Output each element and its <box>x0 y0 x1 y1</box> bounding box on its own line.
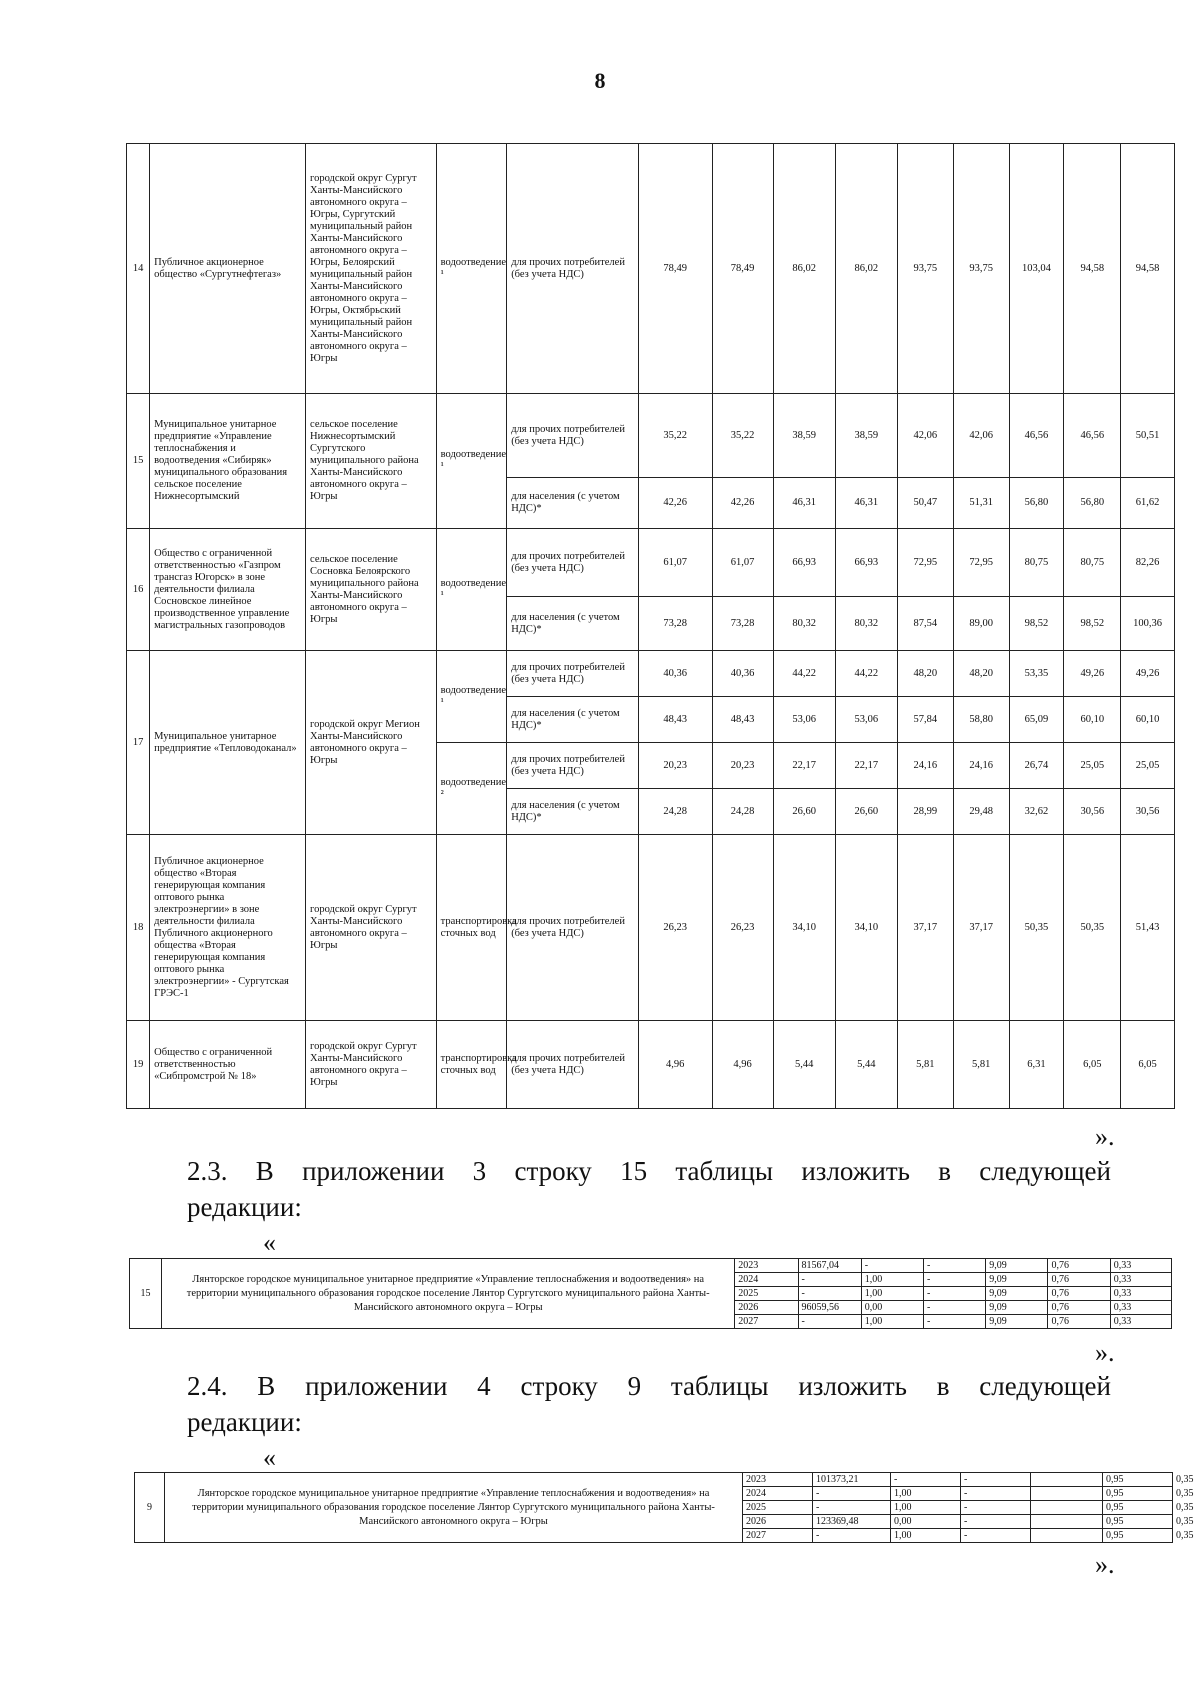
value-cell: 0,95 <box>1103 1473 1173 1487</box>
value-cell: - <box>924 1315 986 1329</box>
tariff-value: 44,22 <box>773 651 835 697</box>
consumer-category: для прочих потребителей (без учета НДС) <box>507 1021 639 1109</box>
consumer-category: для населения (с учетом НДС)* <box>507 789 639 835</box>
table-row <box>127 144 1175 394</box>
value-cell: 0,95 <box>1103 1487 1173 1501</box>
row-number: 18 <box>127 835 150 1021</box>
tariff-value: 80,75 <box>1009 529 1064 597</box>
row-number: 15 <box>127 394 150 529</box>
organization-description: Лянторское городское муниципальное унитарное предприятие «Управление теплоснабжения и водоотведения» на территории муниципального образования городское поселение Лянтор Сургутского муниципального района Ханты-Мансийского автономного округа – Югры <box>162 1259 735 1329</box>
row-number: 19 <box>127 1021 150 1109</box>
value-cell: - <box>798 1315 861 1329</box>
value-cell: 123369,48 <box>813 1515 891 1529</box>
tariff-value: 93,75 <box>897 144 953 394</box>
value-cell: 0,33 <box>1110 1315 1171 1329</box>
table-2-3 <box>129 1258 1172 1329</box>
tariff-value: 72,95 <box>953 529 1009 597</box>
consumer-category: для прочих потребителей (без учета НДС) <box>507 743 639 789</box>
year-cell: 2024 <box>743 1487 813 1501</box>
value-cell: 0,33 <box>1110 1287 1171 1301</box>
table-row: 2026 123369,48 0,00 - 0,95 0,35 <box>135 1515 1173 1529</box>
consumer-category: для прочих потребителей (без учета НДС) <box>507 529 639 597</box>
table-2-4 <box>134 1472 1194 1543</box>
tariff-value: 72,95 <box>897 529 953 597</box>
year-cell: 2024 <box>735 1273 798 1287</box>
tariff-value: 4,96 <box>712 1021 773 1109</box>
empty-cell <box>1031 1487 1103 1501</box>
value-cell: - <box>813 1487 891 1501</box>
table-row: 9 Лянторское городское муниципальное унитарное предприятие «Управление теплоснабжения и водоотведения» на территории муниципального образования городское поселение Лянтор Сургутского муниципального района Ханты-Мансийского автономного округа – Югры 2023 101373,21 - - 0,95 0,35 <box>135 1473 1173 1487</box>
value-cell: - <box>924 1301 986 1315</box>
value-cell: 1,00 <box>861 1287 923 1301</box>
opening-quote-2: « <box>263 1443 276 1472</box>
tariff-value: 73,28 <box>638 597 712 651</box>
tariff-value: 42,06 <box>953 394 1009 478</box>
tariff-value: 22,17 <box>835 743 897 789</box>
value-cell: - <box>961 1487 1031 1501</box>
tariff-value: 30,56 <box>1064 789 1121 835</box>
service-type: транспортировка сточных вод <box>436 1021 507 1109</box>
tariff-value: 89,00 <box>953 597 1009 651</box>
tariff-value: 50,35 <box>1064 835 1121 1021</box>
tariff-value: 93,75 <box>953 144 1009 394</box>
value-cell: 9,09 <box>986 1259 1048 1273</box>
tariff-value: 73,28 <box>712 597 773 651</box>
value-cell: - <box>961 1515 1031 1529</box>
paragraph-2-3 <box>187 1153 1111 1189</box>
tariff-value: 40,36 <box>638 651 712 697</box>
tariff-value: 56,80 <box>1064 478 1121 529</box>
tariff-value: 26,23 <box>638 835 712 1021</box>
row-number: 17 <box>127 651 150 835</box>
value-cell: 0,95 <box>1103 1501 1173 1515</box>
year-cell: 2026 <box>735 1301 798 1315</box>
tariff-value: 46,56 <box>1064 394 1121 478</box>
closing-quote-3: ». <box>1095 1550 1115 1579</box>
value-cell: 0,95 <box>1103 1529 1173 1543</box>
closing-quote: ». <box>1095 1122 1115 1151</box>
year-cell: 2025 <box>743 1501 813 1515</box>
year-cell: 2023 <box>743 1473 813 1487</box>
value-cell: - <box>798 1287 861 1301</box>
tariff-value: 49,26 <box>1121 651 1175 697</box>
tariff-value: 103,04 <box>1009 144 1064 394</box>
tariff-value: 53,06 <box>835 697 897 743</box>
territory: сельское поселение Сосновка Белоярского муниципального района Ханты-Мансийского автономного округа – Югры <box>306 529 437 651</box>
tariff-value: 51,31 <box>953 478 1009 529</box>
tariff-value: 20,23 <box>712 743 773 789</box>
tariff-value: 34,10 <box>835 835 897 1021</box>
tariff-value: 66,93 <box>773 529 835 597</box>
row-number: 14 <box>127 144 150 394</box>
consumer-category: для населения (с учетом НДС)* <box>507 478 639 529</box>
tariff-value: 6,05 <box>1064 1021 1121 1109</box>
year-cell: 2027 <box>735 1315 798 1329</box>
service-type: водоотведение ¹ <box>436 529 507 651</box>
tariff-value: 26,23 <box>712 835 773 1021</box>
paragraph-2-3-line2: редакции: <box>187 1192 302 1222</box>
tariff-value: 37,17 <box>897 835 953 1021</box>
empty-cell <box>1031 1501 1103 1515</box>
tariff-value: 94,58 <box>1064 144 1121 394</box>
tariff-value: 46,56 <box>1009 394 1064 478</box>
tariff-value: 56,80 <box>1009 478 1064 529</box>
organization-name: Публичное акционерное общество «Сургутнефтегаз» <box>150 144 306 394</box>
value-cell: 81567,04 <box>798 1259 861 1273</box>
value-cell: 9,09 <box>986 1315 1048 1329</box>
value-cell: - <box>961 1501 1031 1515</box>
organization-name: Общество с ограниченной ответственностью «Сибпромстрой № 18» <box>150 1021 306 1109</box>
empty-cell <box>1031 1473 1103 1487</box>
tariff-value: 5,81 <box>897 1021 953 1109</box>
tariff-table <box>126 143 1175 1109</box>
year-cell: 2023 <box>735 1259 798 1273</box>
consumer-category: для прочих потребителей (без учета НДС) <box>507 651 639 697</box>
tariff-value: 25,05 <box>1121 743 1175 789</box>
tariff-value: 42,26 <box>638 478 712 529</box>
value-cell: - <box>813 1501 891 1515</box>
opening-quote: « <box>263 1228 276 1257</box>
tariff-value: 46,31 <box>835 478 897 529</box>
tariff-value: 86,02 <box>835 144 897 394</box>
tariff-value: 4,96 <box>638 1021 712 1109</box>
service-type: водоотведение ¹ <box>436 144 507 394</box>
tariff-value: 78,49 <box>712 144 773 394</box>
tariff-value: 48,20 <box>897 651 953 697</box>
tariff-value: 65,09 <box>1009 697 1064 743</box>
tariff-value: 24,28 <box>638 789 712 835</box>
year-cell: 2027 <box>743 1529 813 1543</box>
organization-name: Муниципальное унитарное предприятие «Управление теплоснабжения и водоотведения «Сибиряк» муниципального образования сельское поселение Нижнесортымский <box>150 394 306 529</box>
page-number: 8 <box>594 68 606 93</box>
tariff-value: 60,10 <box>1121 697 1175 743</box>
tariff-value: 48,43 <box>712 697 773 743</box>
tariff-value: 50,47 <box>897 478 953 529</box>
tariff-value: 29,48 <box>953 789 1009 835</box>
tariff-value: 61,62 <box>1121 478 1175 529</box>
tariff-value: 5,81 <box>953 1021 1009 1109</box>
closing-quote-2: ». <box>1095 1338 1115 1367</box>
value-cell: 0,00 <box>891 1515 961 1529</box>
tariff-value: 80,32 <box>835 597 897 651</box>
tariff-value: 50,35 <box>1009 835 1064 1021</box>
tariff-value: 37,17 <box>953 835 1009 1021</box>
organization-name: Муниципальное унитарное предприятие «Тепловодоканал» <box>150 651 306 835</box>
table-row <box>127 394 1175 478</box>
value-cell: 9,09 <box>986 1287 1048 1301</box>
service-type: водоотведение ¹ <box>436 394 507 529</box>
value-cell: 1,00 <box>891 1529 961 1543</box>
tariff-value: 49,26 <box>1064 651 1121 697</box>
tariff-value: 5,44 <box>773 1021 835 1109</box>
tariff-value: 24,28 <box>712 789 773 835</box>
value-cell: - <box>924 1259 986 1273</box>
value-cell: 0,76 <box>1048 1301 1110 1315</box>
tariff-value: 100,36 <box>1121 597 1175 651</box>
value-cell: - <box>861 1259 923 1273</box>
tariff-value: 60,10 <box>1064 697 1121 743</box>
tariff-value: 26,60 <box>773 789 835 835</box>
tariff-value: 30,56 <box>1121 789 1175 835</box>
tariff-value: 53,35 <box>1009 651 1064 697</box>
value-cell: - <box>813 1529 891 1543</box>
value-cell: 1,00 <box>861 1315 923 1329</box>
paragraph-2-4 <box>187 1368 1111 1404</box>
value-cell: 0,76 <box>1048 1315 1110 1329</box>
tariff-value: 38,59 <box>835 394 897 478</box>
tariff-value: 51,43 <box>1121 835 1175 1021</box>
table-row: 2025 - 1,00 - 0,95 0,35 <box>135 1501 1173 1515</box>
tariff-value: 22,17 <box>773 743 835 789</box>
value-cell: - <box>961 1473 1031 1487</box>
territory: городской округ Сургут Ханты-Мансийского автономного округа – Югры, Сургутский муниципальный район Ханты-Мансийского автономного округа – Югры, Белоярский муниципальный район Ханты-Мансийского автономного округа – Югры, Октябрьский муниципальный район Ханты-Мансийского автономного округа – Югры <box>306 144 437 394</box>
value-cell: 1,00 <box>861 1273 923 1287</box>
table-row: 2027 - 1,00 - 0,95 0,35 <box>135 1529 1173 1543</box>
territory: сельское поселение Нижнесортымский Сургутского муниципального района Ханты-Мансийского автономного округа – Югры <box>306 394 437 529</box>
tariff-value: 50,51 <box>1121 394 1175 478</box>
tariff-value: 44,22 <box>835 651 897 697</box>
tariff-value: 78,49 <box>638 144 712 394</box>
table-row <box>127 1021 1175 1109</box>
table-row: 2024 - 1,00 - 0,95 0,35 <box>135 1487 1173 1501</box>
tariff-value: 80,75 <box>1064 529 1121 597</box>
tariff-value: 48,43 <box>638 697 712 743</box>
tariff-value: 66,93 <box>835 529 897 597</box>
tariff-value: 6,31 <box>1009 1021 1064 1109</box>
row-number: 15 <box>130 1259 162 1329</box>
territory: городской округ Сургут Ханты-Мансийского автономного округа – Югры <box>306 1021 437 1109</box>
consumer-category: для прочих потребителей (без учета НДС) <box>507 394 639 478</box>
value-cell: - <box>961 1529 1031 1543</box>
value-cell: 0,76 <box>1048 1259 1110 1273</box>
consumer-category: для прочих потребителей (без учета НДС) <box>507 835 639 1021</box>
tariff-value: 98,52 <box>1009 597 1064 651</box>
value-cell: 0,95 <box>1103 1515 1173 1529</box>
value-cell: 1,00 <box>891 1501 961 1515</box>
value-cell: 0,33 <box>1110 1273 1171 1287</box>
value-cell: 96059,56 <box>798 1301 861 1315</box>
territory: городской округ Сургут Ханты-Мансийского автономного округа – Югры <box>306 835 437 1021</box>
tariff-value: 42,06 <box>897 394 953 478</box>
tariff-value: 26,60 <box>835 789 897 835</box>
value-cell: 9,09 <box>986 1301 1048 1315</box>
value-cell: - <box>924 1273 986 1287</box>
tariff-value: 87,54 <box>897 597 953 651</box>
year-cell: 2025 <box>735 1287 798 1301</box>
tariff-value: 98,52 <box>1064 597 1121 651</box>
tariff-value: 32,62 <box>1009 789 1064 835</box>
value-cell: - <box>798 1273 861 1287</box>
organization-name: Публичное акционерное общество «Вторая генерирующая компания оптового рынка электроэнергии» в зоне деятельности филиала Публичного акционерного общества «Вторая генерирующая компания оптового рынка электроэнергии» - Сургутская ГРЭС-1 <box>150 835 306 1021</box>
tariff-value: 40,36 <box>712 651 773 697</box>
row-number: 9 <box>135 1473 165 1543</box>
organization-name: Общество с ограниченной ответственностью «Газпром трансгаз Югорск» в зоне деятельности филиала Сосновское линейное производственное управление магистральных газопроводов <box>150 529 306 651</box>
table-row <box>130 1259 1172 1273</box>
tariff-value: 58,80 <box>953 697 1009 743</box>
service-type: водоотведение ² <box>436 743 507 835</box>
tariff-value: 34,10 <box>773 835 835 1021</box>
tariff-value: 20,23 <box>638 743 712 789</box>
year-cell: 2026 <box>743 1515 813 1529</box>
tariff-value: 26,74 <box>1009 743 1064 789</box>
table-row <box>127 835 1175 1021</box>
tariff-value: 61,07 <box>638 529 712 597</box>
consumer-category: для населения (с учетом НДС)* <box>507 597 639 651</box>
value-cell: - <box>924 1287 986 1301</box>
tariff-value: 24,16 <box>897 743 953 789</box>
tariff-value: 25,05 <box>1064 743 1121 789</box>
value-cell: 0,00 <box>861 1301 923 1315</box>
row-number: 16 <box>127 529 150 651</box>
tariff-value: 57,84 <box>897 697 953 743</box>
value-cell: 9,09 <box>986 1273 1048 1287</box>
empty-cell <box>1031 1529 1103 1543</box>
consumer-category: для населения (с учетом НДС)* <box>507 697 639 743</box>
tariff-value: 61,07 <box>712 529 773 597</box>
value-cell: 0,33 <box>1110 1301 1171 1315</box>
tariff-value: 82,26 <box>1121 529 1175 597</box>
tariff-value: 53,06 <box>773 697 835 743</box>
tariff-value: 35,22 <box>712 394 773 478</box>
value-cell: 0,33 <box>1110 1259 1171 1273</box>
service-type: транспортировка сточных вод <box>436 835 507 1021</box>
tariff-value: 5,44 <box>835 1021 897 1109</box>
value-cell: - <box>891 1473 961 1487</box>
table-row <box>127 529 1175 597</box>
value-cell: 0,76 <box>1048 1273 1110 1287</box>
empty-cell <box>1031 1515 1103 1529</box>
tariff-value: 48,20 <box>953 651 1009 697</box>
service-type: водоотведение ¹ <box>436 651 507 743</box>
tariff-value: 35,22 <box>638 394 712 478</box>
tariff-value: 80,32 <box>773 597 835 651</box>
value-cell: 101373,21 <box>813 1473 891 1487</box>
tariff-value: 38,59 <box>773 394 835 478</box>
tariff-value: 42,26 <box>712 478 773 529</box>
consumer-category: для прочих потребителей (без учета НДС) <box>507 144 639 394</box>
paragraph-2-4-line1: 2.4. В приложении 4 строку 9 таблицы изложить в следующей <box>187 1371 1111 1401</box>
tariff-value: 28,99 <box>897 789 953 835</box>
organization-description: Лянторское городское муниципальное унитарное предприятие «Управление теплоснабжения и водоотведения» на территории муниципального образования городское поселение Лянтор Сургутского муниципального района Ханты-Мансийского автономного округа – Югры <box>165 1473 743 1543</box>
value-cell: 1,00 <box>891 1487 961 1501</box>
tariff-value: 6,05 <box>1121 1021 1175 1109</box>
table-row <box>127 651 1175 697</box>
tariff-value: 46,31 <box>773 478 835 529</box>
tariff-value: 24,16 <box>953 743 1009 789</box>
tariff-value: 86,02 <box>773 144 835 394</box>
tariff-value: 94,58 <box>1121 144 1175 394</box>
paragraph-2-3-line1: 2.3. В приложении 3 строку 15 таблицы изложить в следующей <box>187 1156 1111 1186</box>
value-cell: 0,76 <box>1048 1287 1110 1301</box>
territory: городской округ Мегион Ханты-Мансийского автономного округа – Югры <box>306 651 437 835</box>
paragraph-2-4-line2: редакции: <box>187 1407 302 1437</box>
